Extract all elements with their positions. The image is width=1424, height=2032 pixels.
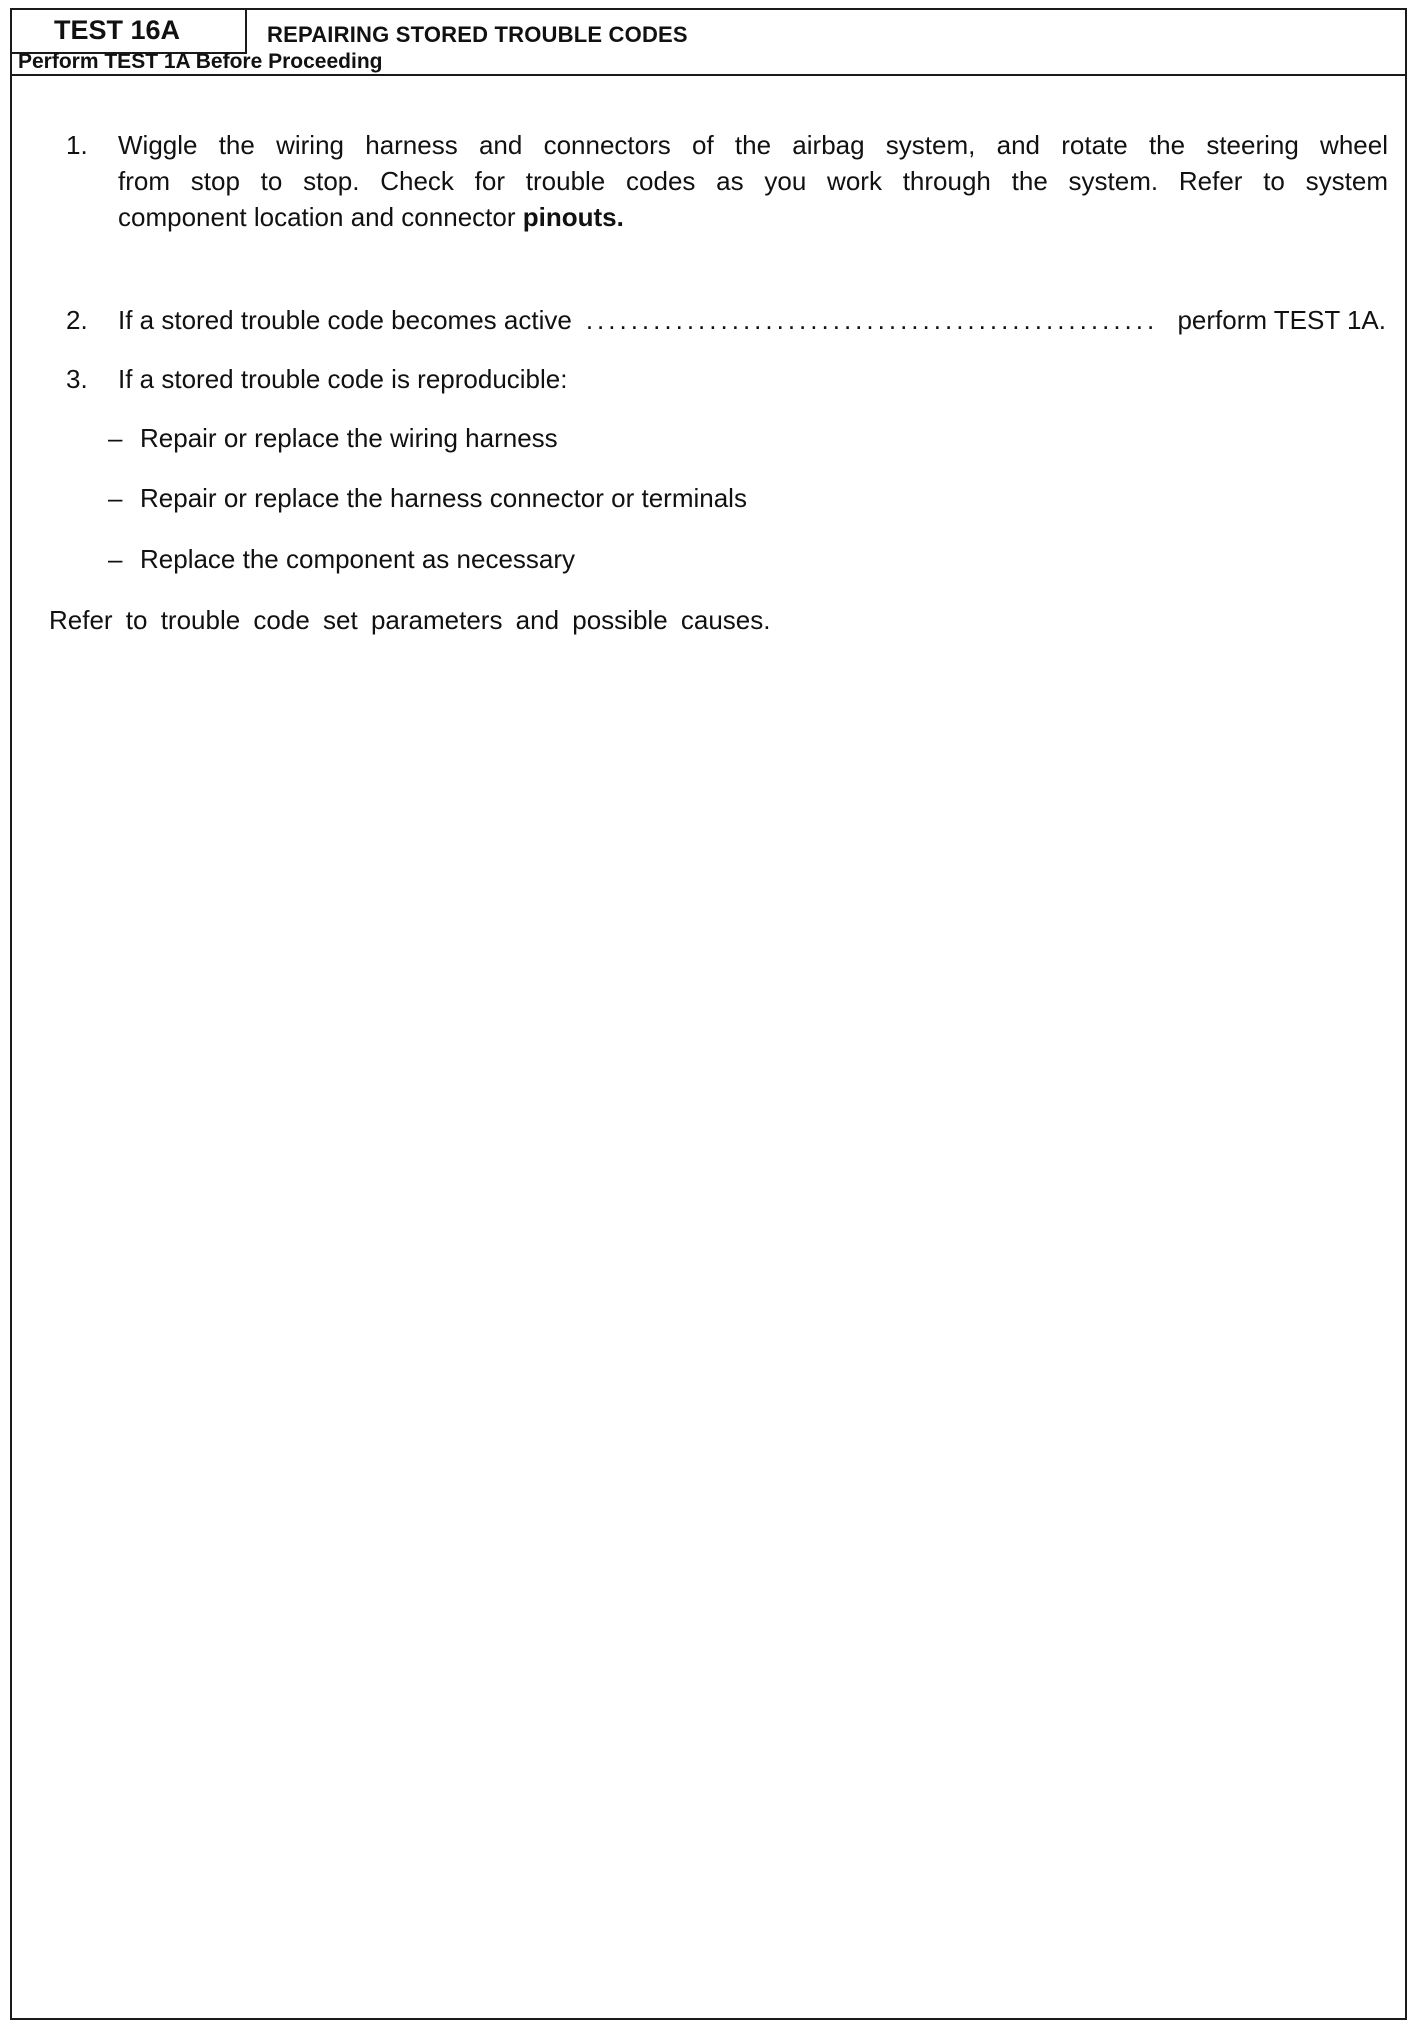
dot-leader: ................................................... xyxy=(585,305,1159,335)
dash-marker: – xyxy=(108,423,123,453)
dash-marker: – xyxy=(108,544,123,574)
dash-marker: – xyxy=(108,483,123,513)
step-line: Wiggle the wiring harness and connectors of the airbag system, and rotate the steering wheel xyxy=(118,130,1388,160)
step-text: If a stored trouble code is reproducible: xyxy=(118,364,568,394)
test-title: REPAIRING STORED TROUBLE CODES xyxy=(267,22,688,47)
repair-option-text: Replace the component as necessary xyxy=(140,544,576,574)
test-id-label: TEST 16A xyxy=(12,10,247,54)
prerequisite-note: Perform TEST 1A Before Proceeding xyxy=(18,50,383,73)
header-section xyxy=(12,10,1405,76)
action-text: perform TEST 1A. xyxy=(1177,305,1386,335)
step-number: 2. xyxy=(66,305,88,335)
footer-note: Refer to trouble code set parameters and possible causes. xyxy=(49,605,771,635)
step-text xyxy=(118,127,1408,235)
step-line: from stop to stop. Check for trouble codes as you work through the system. Refer to system xyxy=(118,166,1388,196)
repair-option-text: Repair or replace the harness connector or terminals xyxy=(140,483,747,513)
condition-text: If a stored trouble code becomes active xyxy=(118,305,572,335)
step-line xyxy=(118,199,1408,235)
step-number: 3. xyxy=(66,364,88,394)
procedure-page xyxy=(10,8,1407,2020)
step-number: 1. xyxy=(66,130,88,160)
repair-option-text: Repair or replace the wiring harness xyxy=(140,423,558,453)
step-text xyxy=(118,302,1386,338)
step-line-text: component location and connector xyxy=(118,202,516,232)
pinouts-term: pinouts. xyxy=(522,202,624,232)
